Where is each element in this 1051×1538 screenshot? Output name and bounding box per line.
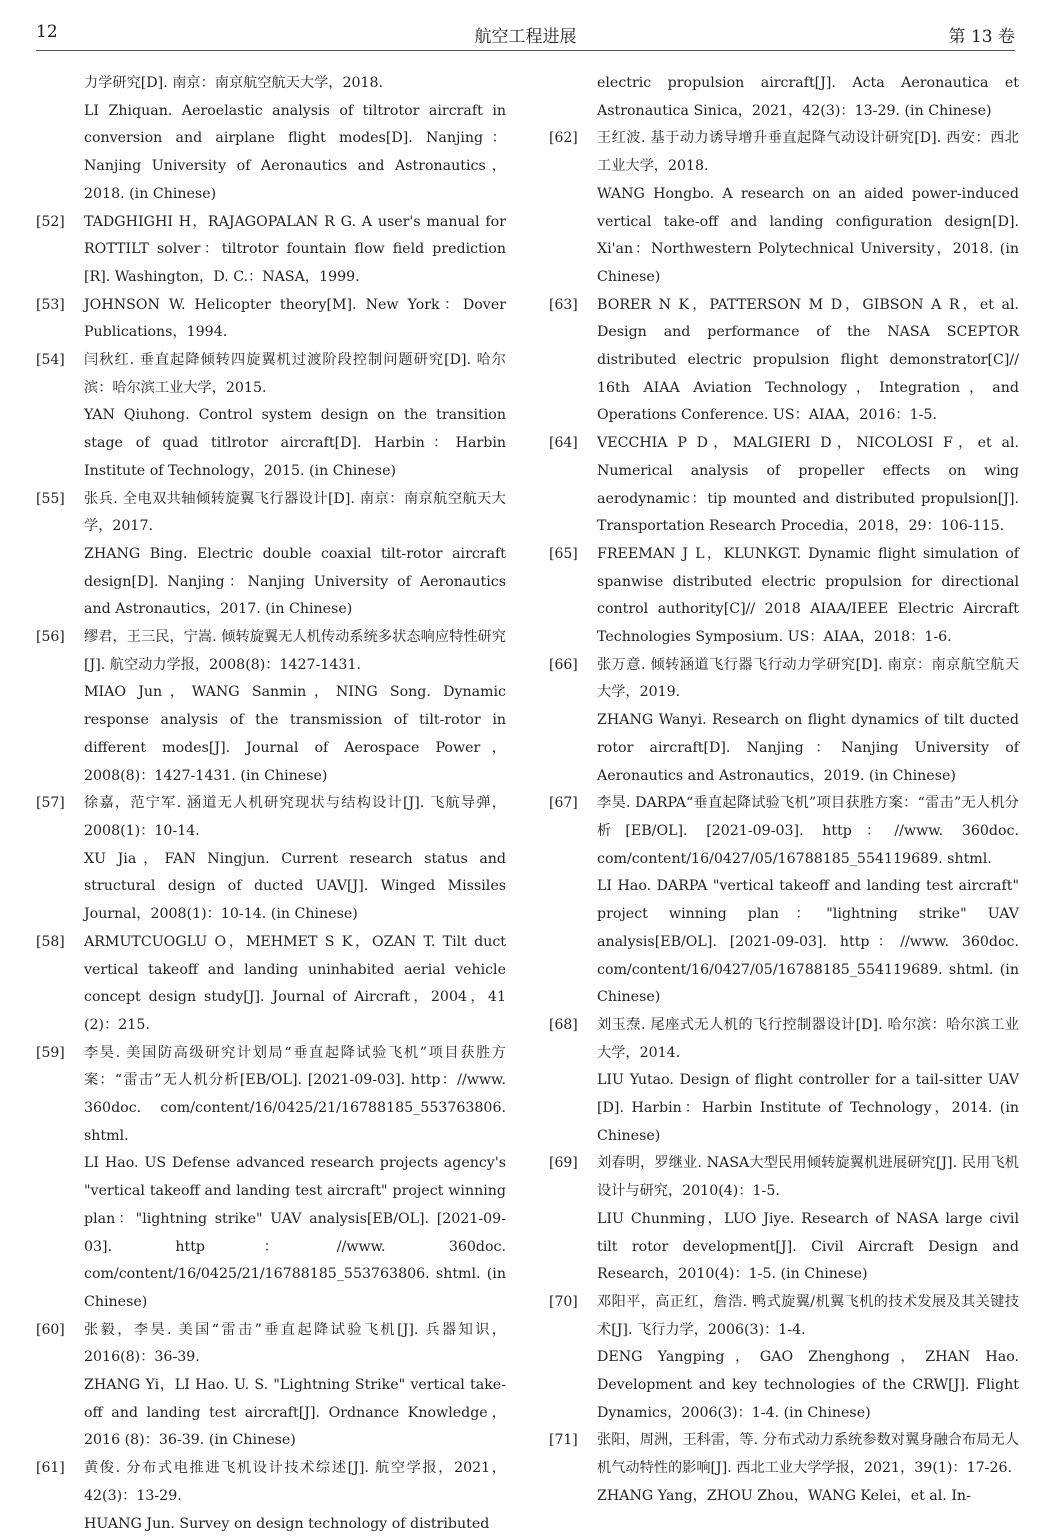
page-header (36, 18, 1015, 51)
reference-entry (36, 70, 506, 209)
reference-text: LIU Chunming，LUO Jiye. Research of NASA large civil tilt rotor development[J]. Civil Aircraft Design and Research，2010(4)：1-5. (in Chinese) (597, 1210, 1019, 1283)
reference-text: HUANG Jun. Survey on design technology of distributed (84, 1515, 490, 1532)
reference-number: [65] (549, 545, 578, 562)
reference-text: 李昊. 美国防高级研究计划局“垂直起降试验飞机”项目获胜方案：“雷击”无人机分析[EB/OL]. [2021-09-03]. http：//www. 360doc. com/content/16/0425/21/16788185_553763806. shtml. (84, 1044, 506, 1144)
reference-entry (549, 1289, 1019, 1428)
reference-number: [70] (549, 1293, 578, 1310)
reference-entry (36, 1455, 506, 1538)
reference-text: LI Hao. DARPA "vertical takeoff and landing test aircraft" project winning plan："lightning strike" UAV analysis[EB/OL]. [2021-09-03]. http：//www. 360doc. com/content/16/0427/05/16788185_554119689. shtml. (in Chinese) (597, 878, 1019, 1006)
reference-text: 张万意. 倾转涵道飞行器飞行动力学研究[D]. 南京：南京航空航天大学，2019. (597, 656, 1019, 701)
reference-number: [68] (549, 1016, 578, 1033)
reference-entry (36, 790, 506, 929)
reference-number: [57] (36, 795, 65, 812)
reference-text: YAN Qiuhong. Control system design on the transition stage of quad titlrotor aircraft[D]. Harbin：Harbin Institute of Technology，2015. (in Chinese) (84, 407, 506, 479)
reference-text: ZHANG Yang，ZHOU Zhou，WANG Kelei，et al. In- (597, 1487, 971, 1504)
reference-number: [52] (36, 213, 65, 230)
reference-number: [59] (36, 1044, 65, 1061)
reference-text: ZHANG Wanyi. Research on flight dynamics of tilt ducted rotor aircraft[D]. Nanjing：Nanjing University of Aeronautics and Astronautics，2019. (in Chinese) (597, 712, 1019, 784)
page-number: 12 (36, 22, 58, 42)
reference-entry (36, 209, 506, 292)
reference-entry (36, 624, 506, 790)
reference-text: 力学研究[D]. 南京：南京航空航天大学，2018. (84, 75, 384, 91)
reference-entry (549, 125, 1019, 291)
reference-text: 张兵. 全电双共轴倾转旋翼飞行器设计[D]. 南京：南京航空航天大学，2017. (84, 490, 506, 535)
reference-text: 闫秋红. 垂直起降倾转四旋翼机过渡阶段控制问题研究[D]. 哈尔滨：哈尔滨工业大学，2015. (84, 352, 506, 396)
reference-text: WANG Hongbo. A research on an aided power-induced vertical take-off and landing configuration design[D]. Xi'an：Northwestern Polytechnical University，2018. (in Chinese) (597, 185, 1019, 285)
reference-number: [64] (549, 435, 578, 452)
reference-text: BORER N K，PATTERSON M D，GIBSON A R，et al. Design and performance of the NASA SCEPTOR distributed electric propulsion flight demonstrator[C]// 16th AIAA Aviation Technology，Integration，and Operations Conference. US：AIAA，2016：1-5. (597, 296, 1019, 424)
reference-entry (549, 541, 1019, 652)
reference-text: LIU Yutao. Design of flight controller for a tail-sitter UAV [D]. Harbin：Harbin Institute of Technology，2014. (in Chinese) (597, 1072, 1019, 1144)
journal-title: 航空工程进展 (474, 27, 577, 47)
right-reference-column (549, 70, 1019, 1511)
reference-text: XU Jia，FAN Ningjun. Current research status and structural design of ducted UAV[J]. Winged Missiles Journal，2008(1)：10-14. (in Chinese) (84, 850, 506, 923)
reference-text: ZHANG Bing. Electric double coaxial tilt-rotor aircraft design[D]. Nanjing：Nanjing University of Aeronautics and Astronautics，2017. (in Chinese) (84, 545, 506, 618)
reference-text: 李昊. DARPA“垂直起降试验飞机”项目获胜方案：“雷击”无人机分析[EB/OL]. [2021-09-03]. http：//www. 360doc. com/content/16/0427/05/16788185_554119689. shtml. (597, 795, 1019, 867)
reference-entry (36, 292, 506, 347)
reference-entry (36, 1040, 506, 1317)
reference-number: [61] (36, 1460, 65, 1477)
reference-text: 张毅，李昊. 美国“雷击”垂直起降试验飞机[J]. 兵器知识，2016(8)：36-39. (84, 1321, 506, 1366)
reference-entry (549, 652, 1019, 791)
reference-number: [67] (549, 795, 578, 812)
reference-text: 刘玉焘. 尾座式无人机的飞行控制器设计[D]. 哈尔滨：哈尔滨工业大学，2014. (597, 1016, 1019, 1061)
left-reference-column (36, 70, 506, 1538)
reference-text: DENG Yangping，GAO Zhenghong，ZHAN Hao. Development and key technologies of the CRW[J]. Flight Dynamics，2006(3)：1-4. (in Chinese) (597, 1349, 1019, 1421)
reference-number: [55] (36, 490, 65, 507)
reference-text: LI Zhiquan. Aeroelastic analysis of tiltrotor aircraft in conversion and airplane flight modes[D]. Nanjing：Nanjing University of Aeronautics and Astronautics，2018. (in Chinese) (84, 102, 506, 202)
reference-number: [54] (36, 352, 65, 369)
reference-number: [71] (549, 1432, 578, 1449)
reference-entry (549, 1427, 1019, 1510)
reference-entry (549, 292, 1019, 431)
reference-entry (549, 790, 1019, 1012)
reference-number: [60] (36, 1321, 65, 1338)
reference-text: MIAO Jun，WANG Sanmin，NING Song. Dynamic response analysis of the transmission of tilt-rotor in different modes[J]. Journal of Aerospace Power，2008(8)：1427-1431. (in Chinese) (84, 684, 506, 784)
reference-text: 张阳，周洲，王科雷，等. 分布式动力系统参数对翼身融合布局无人机气动特性的影响[J]. 西北工业大学学报，2021，39(1)：17-26. (597, 1432, 1019, 1477)
reference-text: 刘春明，罗继业. NASA大型民用倾转旋翼机进展研究[J]. 民用飞机设计与研究，2010(4)：1-5. (597, 1155, 1019, 1200)
reference-text: VECCHIA P D，MALGIERI D，NICOLOSI F，et al. Numerical analysis of propeller effects on wing aerodynamic：tip mounted and distributed propulsion[J]. Transportation Research Procedia，2018，29：106-115. (597, 435, 1019, 535)
reference-number: [66] (549, 656, 578, 673)
reference-number: [53] (36, 296, 65, 313)
reference-entry (36, 486, 506, 625)
reference-entry (549, 430, 1019, 541)
reference-text: 邓阳平，高正红，詹浩. 鸭式旋翼/机翼飞机的技术发展及其关键技术[J]. 飞行力学，2006(3)：1-4. (597, 1293, 1019, 1338)
reference-entry (36, 1317, 506, 1456)
reference-entry (36, 929, 506, 1040)
reference-text: FREEMAN J L，KLUNKGT. Dynamic flight simulation of spanwise distributed electric propulsion for directional control authority[C]// 2018 AIAA/IEEE Electric Aircraft Technologies Symposium. US：AIAA，2018：1-6. (597, 545, 1019, 646)
reference-text: ARMUTCUOGLU O，MEHMET S K，OZAN T. Tilt duct vertical takeoff and landing uninhabited aerial vehicle concept design study[J]. Journal of Aircraft，2004，41 (2)：215. (84, 933, 506, 1033)
reference-text: ZHANG Yi，LI Hao. U. S. "Lightning Strike" vertical take-off and landing test aircraft[J]. Ordnance Knowledge，2016 (8)：36-39. (in Chinese) (84, 1377, 506, 1449)
reference-number: [63] (549, 296, 578, 313)
reference-number: [58] (36, 933, 65, 950)
reference-text: TADGHIGHI H，RAJAGOPALAN R G. A user's manual for ROTTILT solver：tiltrotor fountain flow field prediction [R]. Washington，D. C.：NASA，1999. (84, 213, 506, 285)
reference-text: LI Hao. US Defense advanced research projects agency's "vertical takeoff and landing test aircraft" project winning plan："lightning strike" UAV analysis[EB/OL]. [2021-09-03]. http：//www. 360doc. com/content/16/0425/21/16788185_553763806. shtml. (in Chinese) (84, 1155, 506, 1310)
reference-text: electric propulsion aircraft[J]. Acta Aeronautica et Astronautica Sinica，2021，42(3)：13-29. (in Chinese) (597, 75, 1019, 119)
reference-number: [69] (549, 1155, 578, 1172)
reference-number: [56] (36, 629, 65, 646)
reference-text: 黄俊. 分布式电推进飞机设计技术综述[J]. 航空学报，2021，42(3)：13-29. (84, 1460, 506, 1504)
reference-number: [62] (549, 130, 578, 147)
reference-entry (549, 1150, 1019, 1289)
reference-entry (549, 70, 1019, 125)
volume-label: 第 13 卷 (948, 27, 1015, 47)
reference-text: JOHNSON W. Helicopter theory[M]. New York：Dover Publications，1994. (84, 296, 506, 341)
reference-text: 缪君，王三民，宁嵩. 倾转旋翼无人机传动系统多状态响应特性研究[J]. 航空动力学报，2008(8)：1427-1431. (84, 629, 506, 673)
reference-entry (549, 1012, 1019, 1151)
reference-text: 王红波. 基于动力诱导增升垂直起降气动设计研究[D]. 西安：西北工业大学，2018. (597, 130, 1019, 175)
reference-entry (36, 347, 506, 486)
reference-text: 徐嘉，范宁军. 涵道无人机研究现状与结构设计[J]. 飞航导弹，2008(1)：10-14. (84, 795, 506, 839)
